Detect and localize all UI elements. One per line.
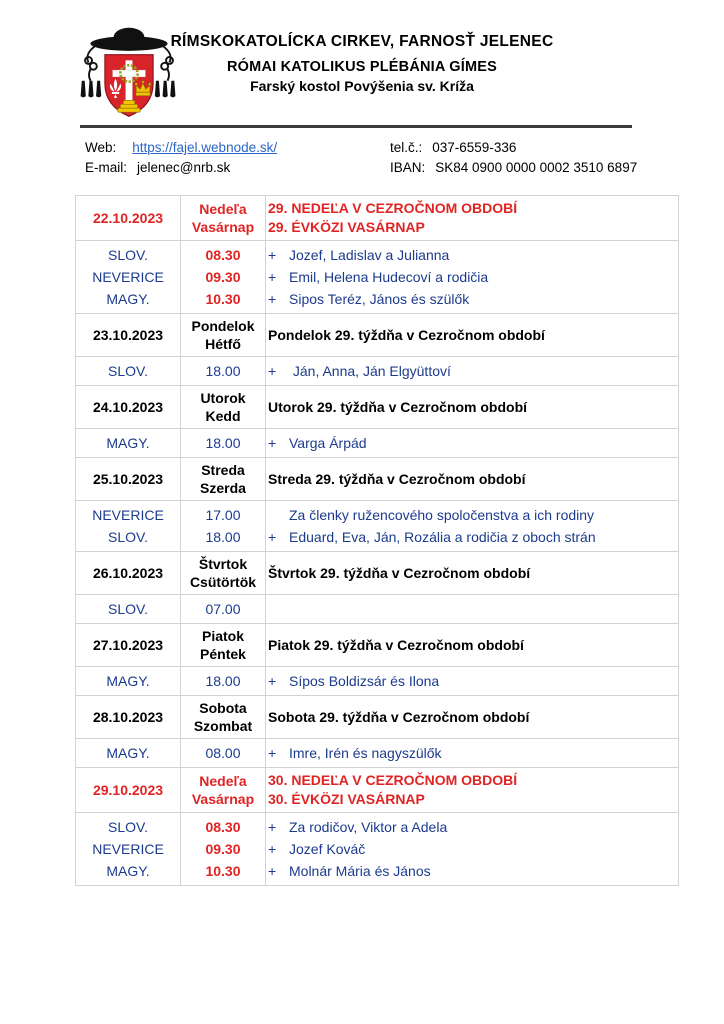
table-row-masses [76,595,679,624]
intention-cell: + Sípos Boldizsár és Ilona [266,667,679,696]
parish-title-sk: RÍMSKOKATOLÍCKA CIRKEV, FARNOSŤ JELENEC [170,33,554,50]
intention-cell: + Imre, Irén és nagyszülők [266,739,679,768]
table-row-masses [76,739,679,768]
place-cell: SLOV. [76,595,181,624]
table-row-day [76,196,679,241]
table-row-day [76,624,679,667]
date-cell: 25.10.2023 [76,458,181,501]
day-cell: Piatok Péntek [181,624,266,667]
table-row-masses [76,501,679,552]
table-row-masses [76,667,679,696]
intention-cell [266,595,679,624]
intention-cell: + Jozef, Ladislav a Julianna + Emil, Helena Hudecoví a rodičia + Sipos Teréz, János és szülők [266,241,679,314]
mass-schedule-table [75,195,679,886]
title-cell: Streda 29. týždňa v Cezročnom období [266,458,679,501]
table-row-day [76,458,679,501]
contact-section [85,138,645,178]
place-cell: SLOV. [76,357,181,386]
day-cell: Nedeľa Vasárnap [181,768,266,813]
day-cell: Štvrtok Csütörtök [181,552,266,595]
table-row-day [76,314,679,357]
time-cell: 08.30 09.30 10.30 [181,813,266,886]
contact-iban [390,158,637,178]
table-row-day [76,768,679,813]
place-cell: SLOV. NEVERICE MAGY. [76,241,181,314]
title-cell: 29. NEDEĽA V CEZROČNOM OBDOBÍ 29. ÉVKÖZI VASÁRNAP [266,196,679,241]
time-cell: 18.00 [181,357,266,386]
time-cell: 18.00 [181,667,266,696]
place-cell: MAGY. [76,429,181,458]
iban-value: SK84 0900 0000 0002 3510 6897 [435,160,638,175]
tel-label: tel.č.: [390,140,423,155]
table-row-masses [76,357,679,386]
time-cell: 17.00 18.00 [181,501,266,552]
table-row-masses [76,429,679,458]
title-cell: Sobota 29. týždňa v Cezročnom období [266,696,679,739]
intention-cell: Za členky ružencového spoločenstva a ich rodiny + Eduard, Eva, Ján, Rozália a rodičia z oboch strán [266,501,679,552]
place-cell: NEVERICE SLOV. [76,501,181,552]
table-row-masses [76,813,679,886]
website-link[interactable]: https://fajel.webnode.sk/ [132,140,278,155]
intention-cell: + Varga Árpád [266,429,679,458]
email-label: E-mail: [85,160,128,175]
table-row-masses [76,241,679,314]
date-cell: 29.10.2023 [76,768,181,813]
header [0,0,724,127]
table-row-day [76,696,679,739]
place-cell: MAGY. [76,667,181,696]
iban-label: IBAN: [390,160,426,175]
title-cell: Pondelok 29. týždňa v Cezročnom období [266,314,679,357]
date-cell: 24.10.2023 [76,386,181,429]
day-cell: Streda Szerda [181,458,266,501]
table-row-day [76,386,679,429]
date-cell: 22.10.2023 [76,196,181,241]
intention-cell: + Ján, Anna, Ján Elgyüttoví [266,357,679,386]
time-cell: 08.30 09.30 10.30 [181,241,266,314]
day-cell: Utorok Kedd [181,386,266,429]
place-cell: SLOV. NEVERICE MAGY. [76,813,181,886]
parish-title-hu: RÓMAI KATOLIKUS PLÉBÁNIA GÍMES [227,59,497,75]
date-cell: 28.10.2023 [76,696,181,739]
title-cell: Štvrtok 29. týždňa v Cezročnom období [266,552,679,595]
day-cell: Sobota Szombat [181,696,266,739]
day-cell: Pondelok Hétfő [181,314,266,357]
date-cell: 26.10.2023 [76,552,181,595]
tel-value: 037-6559-336 [432,140,517,155]
contact-email [85,158,390,178]
table-row-day [76,552,679,595]
contact-web [85,138,390,158]
title-cell: Utorok 29. týždňa v Cezročnom období [266,386,679,429]
time-cell: 08.00 [181,739,266,768]
title-cell: Piatok 29. týždňa v Cezročnom období [266,624,679,667]
time-cell: 07.00 [181,595,266,624]
place-cell: MAGY. [76,739,181,768]
church-subtitle: Farský kostol Povýšenia sv. Kríža [250,78,474,94]
intention-cell: + Za rodičov, Viktor a Adela + Jozef Kováč + Molnár Mária és János [266,813,679,886]
email-value: jelenec@nrb.sk [137,160,231,175]
title-cell: 30. NEDEĽA V CEZROČNOM OBDOBÍ 30. ÉVKÖZI VASÁRNAP [266,768,679,813]
date-cell: 27.10.2023 [76,624,181,667]
header-titles [0,33,724,94]
time-cell: 18.00 [181,429,266,458]
contact-tel [390,138,516,158]
date-cell: 23.10.2023 [76,314,181,357]
header-divider [80,125,632,128]
day-cell: Nedeľa Vasárnap [181,196,266,241]
web-label: Web: [85,140,117,155]
